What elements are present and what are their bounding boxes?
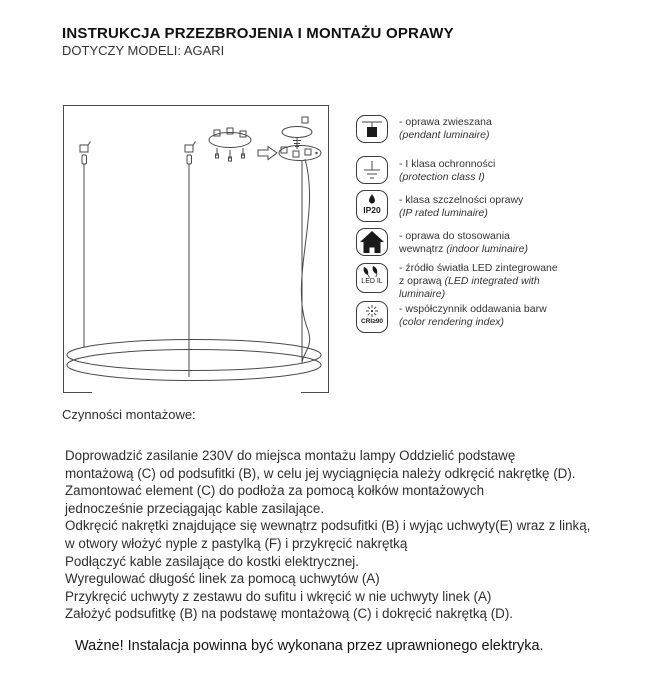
- ip-rating-drop-icon: IP20: [356, 190, 388, 222]
- important-warning: Ważne! Instalacja powinna być wykonana przez uprawnionego elektryka.: [75, 638, 544, 654]
- step-line: jednocześnie przeciągając kable zasilające.: [65, 500, 325, 516]
- legend-item-led: - źródło światła LED zintegrowane z oprawą (LED integrated with luminaire): [399, 262, 558, 300]
- step-line: Zamontować element (C) do podłoża za pomocą kołków montażowych: [65, 483, 485, 499]
- indoor-use-house-icon: [356, 228, 388, 256]
- step-line: Odkręcić nakrętki znajdujące się wewnątrz podsufitki (B) i wyjąc uchwyty(E) wraz z linką,: [65, 518, 591, 534]
- pendant-lamp-diagram: [62, 104, 330, 396]
- legend-item-pendant: - oprawa zwieszana (pendant luminaire): [399, 116, 492, 141]
- cri-icon: CRI≥90: [356, 301, 388, 333]
- legend-item-ip-rating: - klasa szczelności oprawy (IP rated luminaire): [399, 194, 524, 219]
- step-line: montażową (C) od podsufitki (B), w celu jej wyciągnięcia należy odkręcić nakrętkę (D).: [65, 465, 576, 481]
- assembly-steps: [65, 447, 590, 623]
- legend-item-indoor: - oprawa do stosowania wewnątrz (indoor luminaire): [399, 230, 528, 255]
- assembly-heading: Czynności montażowe:: [62, 407, 196, 422]
- legend-item-protection-class: - I klasa ochronności (protection class I): [399, 158, 496, 183]
- led-integrated-icon: LED IL: [356, 263, 388, 293]
- legend-item-cri: - współczynnik oddawania barw (color rendering index): [399, 303, 547, 328]
- step-line: Założyć podsufitkę (B) na podstawę montażową (C) i dokręcić nakrętką (D).: [65, 606, 514, 622]
- page-title: INSTRUKCJA PRZEZBROJENIA I MONTAŻU OPRAWY: [62, 25, 454, 42]
- step-line: Wyregulować długość linek za pomocą uchwytów (A): [65, 571, 380, 587]
- step-line: Podłączyć kable zasilające do kostki elektrycznej.: [65, 553, 359, 569]
- step-line: Przykręcić uchwyty z zestawu do sufitu i wkręcić w nie uchwyty linek (A): [65, 588, 492, 604]
- pendant-luminaire-icon: [356, 115, 388, 143]
- step-line: w otwory włożyć nyple z pastylką (F) i przykręcić nakrętką: [65, 535, 408, 551]
- arrow-right-icon: [258, 147, 277, 160]
- protection-class-earth-icon: [356, 156, 388, 184]
- page-subtitle: DOTYCZY MODELI: AGARI: [62, 43, 225, 58]
- step-line: Doprowadzić zasilanie 230V do miejsca montażu lampy Oddzielić podstawę: [65, 448, 516, 463]
- lamp-technical-drawing: [62, 104, 330, 396]
